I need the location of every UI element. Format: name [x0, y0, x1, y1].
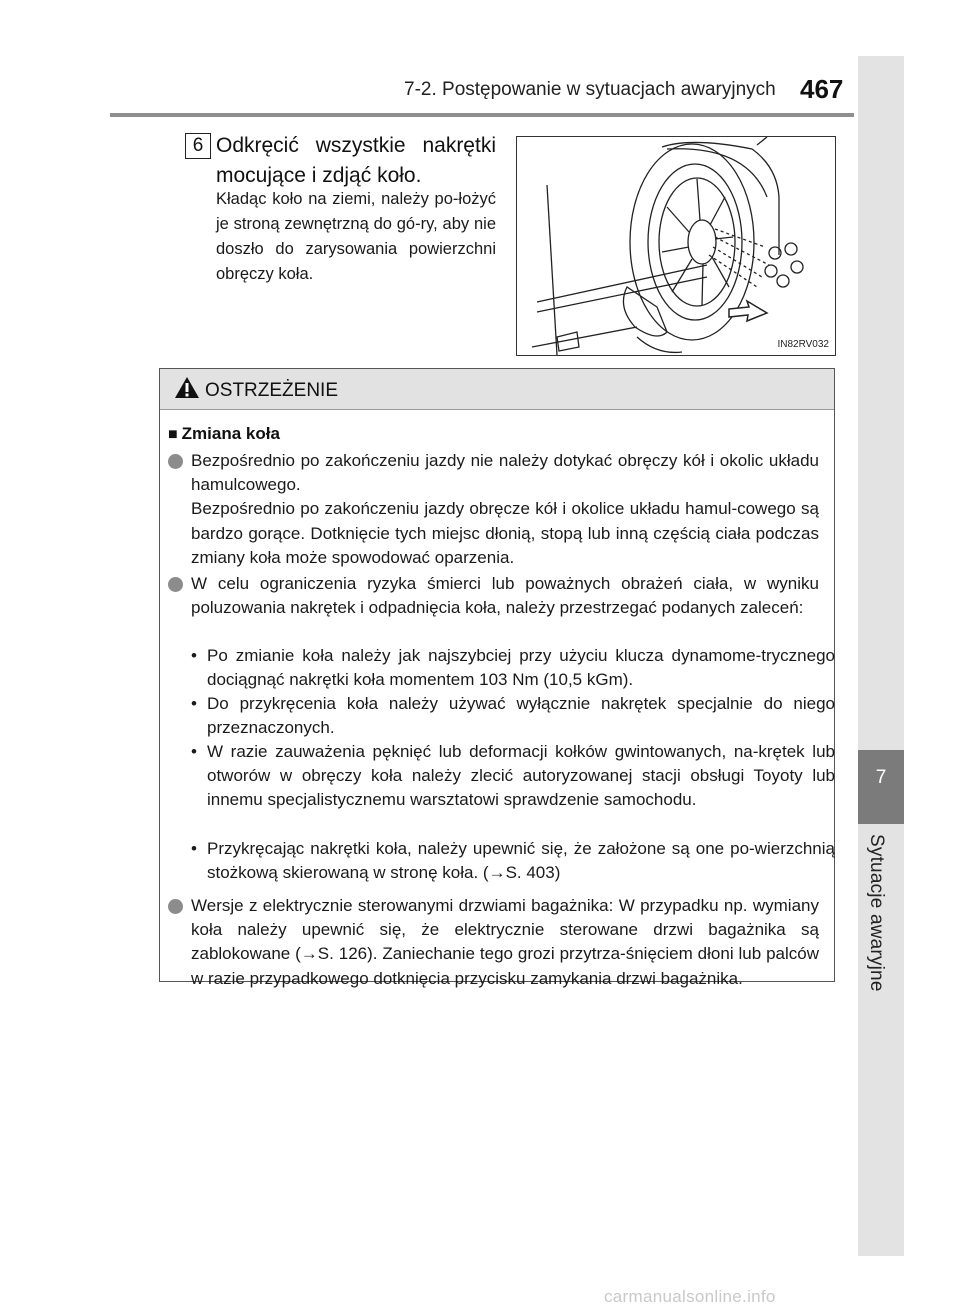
warning-item-3: Wersje z elektrycznie sterowanymi drzwiami bagażnika: W przypadku np. wymiany koła należy upewnić się, że elektrycznie sterowane drzwi bagażnika są zablokowane (→S. 126). Zaniechanie tego grozi przytrza-śnięciem dłoni lub palców w razie przypadkowego dotknięcia przycisku zamykania drzwi bagażnika. — [191, 896, 819, 988]
warning-box — [159, 368, 835, 988]
illustration-code: IN82RV032 — [777, 339, 829, 350]
bullet-dot-icon — [168, 454, 183, 469]
section-heading — [168, 424, 280, 444]
warning-header — [160, 369, 834, 410]
chapter-label: Sytuacje awaryjne — [866, 834, 887, 992]
page-header-title: 7-2. Postępowanie w sytuacjach awaryjnych — [404, 79, 776, 100]
warning-item-1-line1: Bezpośrednio po zakończeniu jazdy nie należy dotykać obręczy kół i okolic układu hamulcowego. — [191, 451, 819, 495]
warning-item-1-line2: Bezpośrednio po zakończeniu jazdy obręcze kół i okolice układu hamul-cowego są bardzo gorące. Dotknięcie tych miejsc dłonią, stopą lub inną częścią ciała podczas zmiany koła może spowodować oparzenia. — [191, 499, 819, 567]
step-description: Kładąc koło na ziemi, należy po-łożyć je stroną zewnętrzną do gó-ry, aby nie doszło do zarysowania powierzchni obręczy koła. — [216, 190, 496, 283]
warning-title: OSTRZEŻENIE — [205, 380, 339, 401]
header-divider — [110, 113, 854, 117]
footer-watermark: carmanualsonline.info — [604, 1287, 776, 1306]
step-number-badge: 6 — [185, 133, 211, 159]
warning-sub-item-4: • Przykręcając nakrętki koła, należy upewnić się, że założone są one po-wierzchnią stożkową skierowaną w stronę koła. (→S. 403) — [191, 839, 835, 883]
wheel-removal-drawing — [517, 137, 835, 355]
step-title: Odkręcić wszystkie nakrętki mocujące i zdjąć koło. — [216, 134, 496, 187]
warning-triangle-icon — [174, 376, 200, 399]
page-number: 467 — [800, 74, 844, 104]
warning-sub-item-3: • W razie zauważenia pęknięć lub deformacji kołków gwintowanych, na-krętek lub otworów w obręczy koła należy zlecić autoryzowanej stacji obsługi Toyoty lub innemu specjalistycznemu warsztatowi sprawdzenie samochodu. — [191, 742, 835, 810]
bullet-dot-icon — [168, 899, 183, 914]
warning-item-2-intro: W celu ograniczenia ryzyka śmierci lub poważnych obrażeń ciała, w wyniku poluzowania nakrętek i odpadnięcia koła, należy przestrzegać podanych zaleceń: — [191, 574, 819, 618]
warning-item-1 — [191, 449, 819, 570]
section-square-icon: ■ — [168, 426, 178, 443]
wheel-removal-illustration — [516, 136, 836, 356]
chapter-side-tab — [858, 56, 904, 1256]
warning-sub-item-1: • Po zmianie koła należy jak najszybciej przy użyciu klucza dynamome-trycznego dociągnąć nakrętki koła momentem 103 Nm (10,5 kGm). — [191, 646, 835, 690]
chapter-number: 7 — [875, 767, 887, 788]
warning-sub-item-2: • Do przykręcenia koła należy używać wyłącznie nakrętek specjalnie do niego przeznaczonych. — [191, 694, 835, 738]
bullet-dot-icon — [168, 577, 183, 592]
section-title-text: Zmiana koła — [181, 424, 280, 443]
